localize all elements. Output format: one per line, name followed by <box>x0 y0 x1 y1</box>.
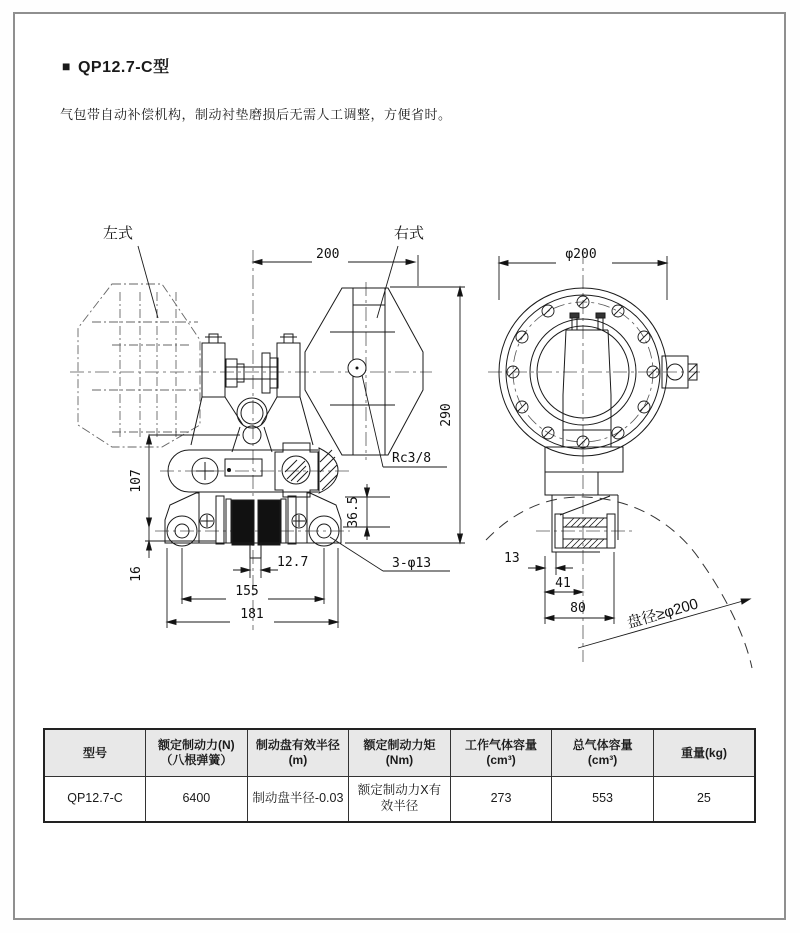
spec-table-header-row <box>44 729 755 777</box>
dim-flange-dia: φ200 <box>565 247 597 262</box>
flange-side-view <box>486 288 752 668</box>
cell-rated-torque: 额定制动力X有效半径 <box>349 777 451 823</box>
dim-16: 16 <box>129 566 144 582</box>
spec-table-data-row <box>44 777 755 823</box>
cell-rated-force: 6400 <box>146 777 248 823</box>
front-view-dimensions <box>145 255 465 628</box>
dim-80: 80 <box>570 601 586 616</box>
cell-weight: 25 <box>653 777 755 823</box>
cell-working-volume: 273 <box>450 777 552 823</box>
right-type-leader <box>377 246 398 318</box>
dim-200: 200 <box>316 247 340 262</box>
left-type-label: 左式 <box>102 225 134 242</box>
dim-41: 41 <box>555 576 571 591</box>
disc-diameter-note: 盘径≥φ200 <box>625 595 701 632</box>
dim-13: 13 <box>504 551 520 566</box>
right-air-chamber <box>305 288 423 455</box>
title-square-marker: ■ <box>62 57 71 74</box>
col-header-rated-force: 额定制动力(N) （八根弹簧） <box>146 729 248 777</box>
title-text: QP12.7-C型 <box>77 59 170 76</box>
left-type-leader <box>138 246 158 318</box>
dim-181: 181 <box>240 607 264 622</box>
dim-36-5: 36.5 <box>346 496 361 528</box>
side-view-dimensions <box>499 256 750 648</box>
col-header-rated-torque: 额定制动力矩 (Nm) <box>349 729 451 777</box>
col-header-disc-radius: 制动盘有效半径 (m) <box>247 729 349 777</box>
dim-107: 107 <box>129 469 144 493</box>
col-header-working-volume: 工作气体容量 (cm³) <box>450 729 552 777</box>
description-text: 气包带自动补偿机构，制动衬垫磨损后无需人工调整，方便省时。 <box>60 107 452 122</box>
left-air-chamber-phantom <box>78 284 200 447</box>
dim-290: 290 <box>439 403 454 427</box>
col-header-total-volume: 总气体容量 (cm³) <box>552 729 654 777</box>
spec-table <box>43 728 756 823</box>
dim-155: 155 <box>235 584 259 599</box>
col-header-weight: 重量(kg) <box>653 729 755 777</box>
right-type-label: 右式 <box>393 225 425 242</box>
dim-12-7: 12.7 <box>277 555 309 570</box>
mount-holes-label: 3-φ13 <box>392 556 432 571</box>
cell-model: QP12.7-C <box>44 777 146 823</box>
cell-disc-radius: 制动盘半径-0.03 <box>247 777 349 823</box>
thread-port-label: Rc3/8 <box>392 451 432 466</box>
cell-total-volume: 553 <box>552 777 654 823</box>
col-header-model: 型号 <box>44 729 146 777</box>
